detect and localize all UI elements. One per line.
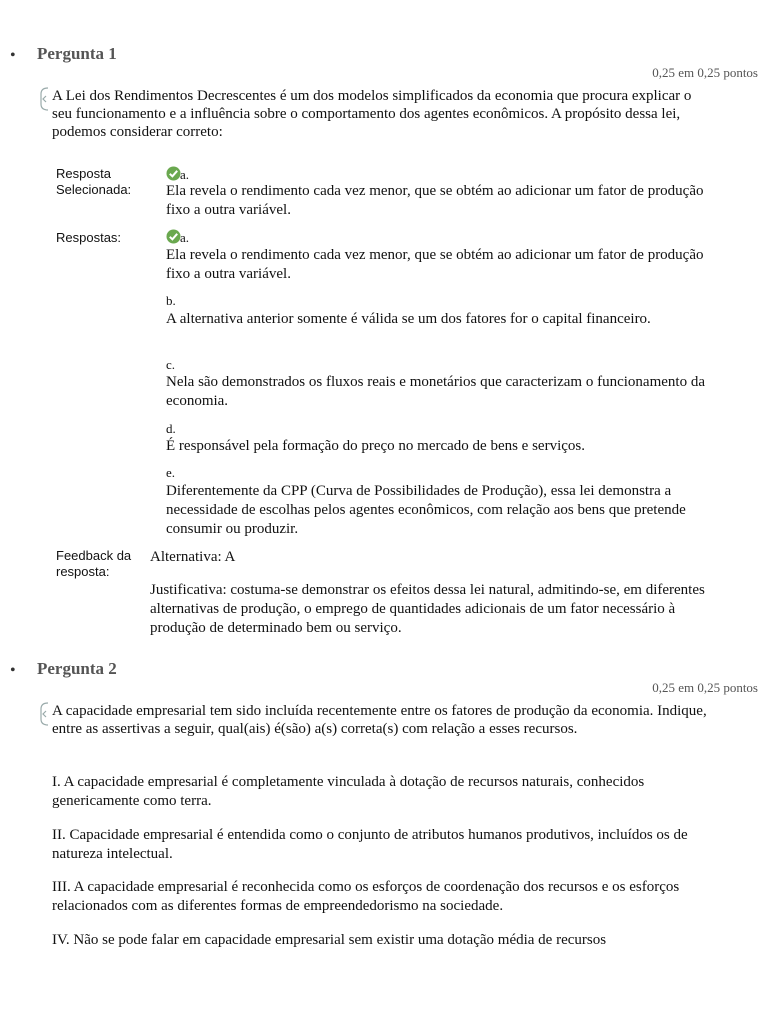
answer-text: Diferentemente da CPP (Curva de Possibilidades de Produção), essa lei demonstra a necessidade de escolhas pelos agentes econômicos, com relação aos bens que pretende consumir ou produzir. [166, 483, 686, 537]
bullet-icon: • [10, 662, 16, 679]
assertion-item: I. A capacidade empresarial é completamente vinculada à dotação de recursos naturais, conhecidos genericamente como terra. [52, 774, 645, 809]
answer-text: Nela são demonstrados os fluxos reais e monetários que caracterizam o funcionamento da economia. [166, 374, 705, 409]
question-title: Pergunta 1 [37, 44, 117, 63]
question-text: A capacidade empresarial tem sido incluída recentemente entre os fatores de produção da economia. Indique, entre as assertivas a seguir, qual(ais) é(são) a(s) correta(s) com relação a esses recursos. [52, 703, 707, 737]
answer-text: Ela revela o rendimento cada vez menor, que se obtém ao adicionar um fator de produção fixo a outra variável. [166, 247, 704, 282]
selected-answer-letter: a. [180, 167, 190, 182]
answer-letter: b. [166, 293, 176, 308]
question-points: 0,25 em 0,25 pontos [652, 680, 758, 695]
assertion-item: II. Capacidade empresarial é entendida como o conjunto de atributos humanos produtivos, incluídos os de natureza intelectual. [52, 827, 688, 862]
question-bracket-icon [38, 701, 50, 727]
question-points: 0,25 em 0,25 pontos [652, 65, 758, 80]
question-title: Pergunta 2 [37, 659, 117, 678]
answer-letter: c. [166, 357, 176, 372]
answer-letter: a. [180, 230, 190, 245]
selected-answer-text: Ela revela o rendimento cada vez menor, que se obtém ao adicionar um fator de produção fixo a outra variável. [166, 183, 704, 218]
assertion-item: IV. Não se pode falar em capacidade empresarial sem existir uma dotação média de recursos [52, 932, 607, 948]
answer-letter: e. [166, 465, 176, 480]
answer-text: É responsável pela formação do preço no mercado de bens e serviços. [166, 438, 585, 454]
feedback-label: Feedback da resposta: [56, 548, 132, 579]
feedback-justification: Justificativa: costuma-se demonstrar os efeitos dessa lei natural, admitindo-se, em diferentes alternativas de produção, o emprego de quantidades adicionais de um fator necessário à produção de determinado bem ou serviço. [150, 582, 705, 636]
answers-label: Respostas: [56, 230, 122, 245]
bullet-icon: • [10, 47, 16, 64]
answer-letter: d. [166, 421, 176, 436]
selected-answer-label: Resposta Selecionada: [56, 166, 132, 197]
feedback-alternative: Alternativa: A [150, 549, 236, 565]
question-text: A Lei dos Rendimentos Decrescentes é um dos modelos simplificados da economia que procura explicar o seu funcionamento e a influência sobre o comportamento dos agentes econômicos. A propósito dessa lei, podemos considerar correto: [52, 88, 692, 140]
answer-text: A alternativa anterior somente é válida se um dos fatores for o capital financeiro. [166, 311, 651, 327]
assertion-item: III. A capacidade empresarial é reconhecida como os esforços de coordenação dos recursos e os esforços relacionados com as diferentes formas de empreendedorismo na sociedade. [52, 879, 680, 914]
